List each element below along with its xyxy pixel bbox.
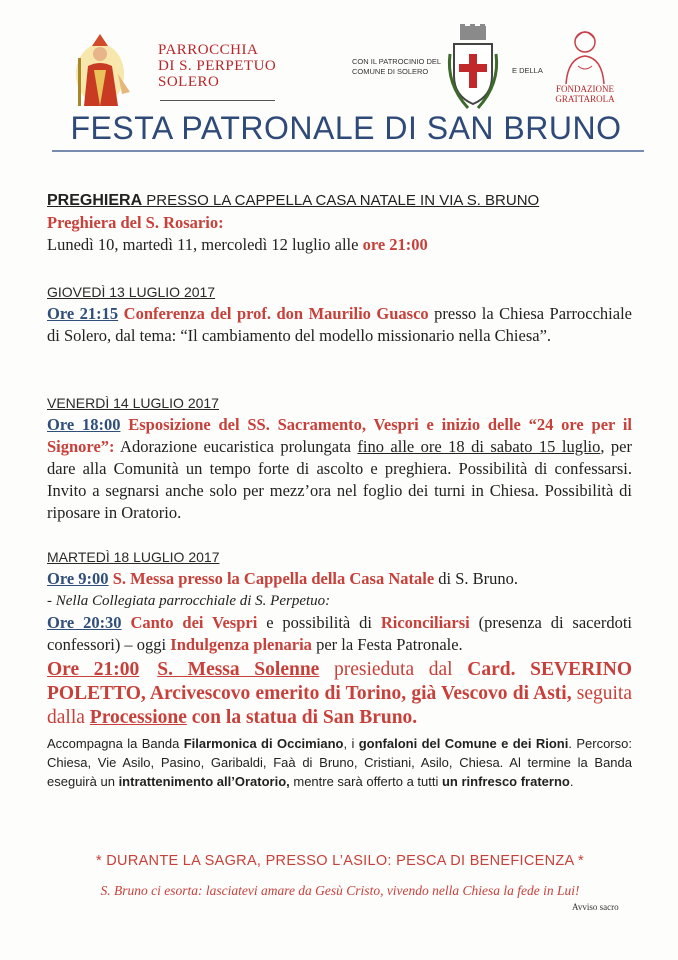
thursday-heading: GIOVEDÌ 13 LUGLIO 2017: [47, 284, 216, 300]
parish-line-3: SOLERO: [158, 74, 220, 90]
reconciliation-text: Riconciliarsi: [380, 613, 470, 632]
tuesday-time-2: Ore 20:30: [47, 613, 122, 632]
charity-fishing-notice: * DURANTE LA SAGRA, PRESSO L’ASILO: PESCA DI BENEFICENZA *: [96, 853, 584, 869]
thursday-event: Conferenza del prof. don Maurilio Guasco: [118, 304, 429, 323]
friday-event: Esposizione del SS. Sacramento, Vespri e inizio delle “24 ore per il Signore”:: [47, 415, 632, 456]
acc-a: Accompagna la Banda: [47, 736, 184, 751]
parish-line-1: PARROCCHIA: [158, 42, 259, 58]
tuesday-time-1: Ore 9:00: [47, 569, 109, 588]
thursday-description: presso la Chiesa Parrocchiale di Solero, dal tema: “Il cambiamento del modello missionario nella Chiesa”.: [47, 304, 632, 345]
friday-heading: VENERDÌ 14 LUGLIO 2017: [47, 395, 219, 411]
indulgence-text: Indulgenza plenaria: [170, 635, 312, 654]
accompaniment-paragraph: [47, 734, 632, 791]
patronage-line-1: CON IL PATROCINIO DEL: [352, 57, 442, 66]
parish-underline: [160, 100, 275, 101]
tuesday-line-2: [47, 612, 632, 656]
prayer-heading: [47, 190, 632, 212]
cardinal-name: Card. SEVERINO POLETTO, Arcivescovo emerito di Torino, già Vescovo di Asti,: [47, 659, 632, 704]
title-divider: [52, 150, 644, 152]
section-friday: [47, 392, 632, 524]
acc-entertainment: intrattenimento all’Oratorio,: [118, 774, 290, 789]
portrait-icon: [562, 26, 608, 84]
friday-body: [47, 414, 632, 524]
statue-text: con la statua di San Bruno.: [186, 707, 418, 728]
acc-g: mentre sarà offerto a tutti: [289, 774, 442, 789]
rosary-time: ore 21:00: [362, 235, 428, 254]
section-tuesday: [47, 546, 632, 791]
acc-c: , i: [343, 736, 359, 751]
friday-description: , per dare alla Comunità un tempo forte di ascolto e preghiera. Possibilità di confessarsi. Invito a segnarsi anche solo per mezz’ora nel foglio dei turni in Chiesa. Possibilità di riposare in Oratorio.: [47, 437, 632, 522]
sacred-notice-label: Avviso sacro: [572, 902, 619, 912]
friday-until: fino alle ore 18 di sabato 15 luglio: [357, 437, 601, 456]
tuesday-heading: MARTEDÌ 18 LUGLIO 2017: [47, 549, 220, 565]
vespers-text-b: (presenza di sacerdoti confessori) – oggi: [47, 613, 632, 654]
vespers-text-a: e possibilità di: [257, 613, 381, 632]
prayer-heading-main: PREGHIERA: [47, 192, 143, 209]
friday-time: Ore 18:00: [47, 415, 121, 434]
solemn-mass-followed: seguita dalla: [47, 683, 633, 728]
solemn-mass-time: Ore 21:00: [47, 659, 140, 680]
coat-of-arms-icon: [444, 24, 502, 112]
vespers-event: Canto dei Vespri: [121, 613, 258, 632]
tuesday-line-1: [47, 568, 632, 590]
thursday-body: [47, 303, 632, 347]
tuesday-place-1: di S. Bruno.: [434, 569, 519, 588]
foundation-line-2: GRATTAROLA: [555, 94, 615, 104]
vespers-text-c: per la Festa Patronale.: [311, 635, 463, 654]
acc-refreshment: un rinfresco fraterno: [441, 774, 570, 789]
page-title: FESTA PATRONALE DI SAN BRUNO: [70, 110, 622, 146]
rosary-schedule: [47, 234, 632, 256]
parish-name: [158, 42, 276, 90]
acc-route: . Percorso: Chiesa, Vie Asilo, Pasino, Garibaldi, Faà di Bruno, Cristiani, Asilo, Chiesa. Al termine la Banda eseguirà un: [47, 736, 632, 789]
procession-text: Processione: [89, 707, 187, 728]
friday-adoration: Adorazione eucaristica prolungata: [114, 437, 358, 456]
acc-i: .: [569, 774, 574, 789]
and-of-text: E DELLA: [512, 66, 543, 75]
acc-banners: gonfaloni del Comune e dei Rioni: [358, 736, 569, 751]
rosary-label: Preghiera del S. Rosario:: [47, 213, 224, 232]
patronage-text: [352, 57, 441, 77]
closing-quote: S. Bruno ci esorta: lasciatevi amare da Gesù Cristo, vivendo nella Chiesa la fede in Lui!: [100, 883, 580, 898]
saint-bishop-icon: [70, 34, 156, 106]
prayer-heading-place: PRESSO LA CAPPELLA CASA NATALE IN VIA S. BRUNO: [142, 192, 540, 209]
solemn-mass-block: [47, 658, 632, 730]
patronage-line-2: COMUNE DI SOLERO: [352, 67, 429, 76]
rosary-days: Lunedì 10, martedì 11, mercoledì 12 luglio alle: [47, 235, 363, 254]
acc-band: Filarmonica di Occimiano: [183, 736, 344, 751]
foundation-name: [555, 84, 615, 104]
solemn-mass-title: S. Messa Solenne: [157, 659, 320, 680]
thursday-time: Ore 21:15: [47, 304, 119, 323]
foundation-line-1: FONDAZIONE: [556, 84, 614, 94]
parish-line-2: DI S. PERPETUO: [158, 58, 277, 74]
tuesday-event-1: S. Messa presso la Cappella della Casa Natale: [108, 569, 435, 588]
section-prayer: [47, 190, 632, 256]
section-thursday: [47, 281, 632, 347]
collegiata-note: - Nella Collegiata parrocchiale di S. Perpetuo:: [47, 593, 331, 609]
solemn-mass-presided: presieduta dal: [319, 659, 468, 680]
